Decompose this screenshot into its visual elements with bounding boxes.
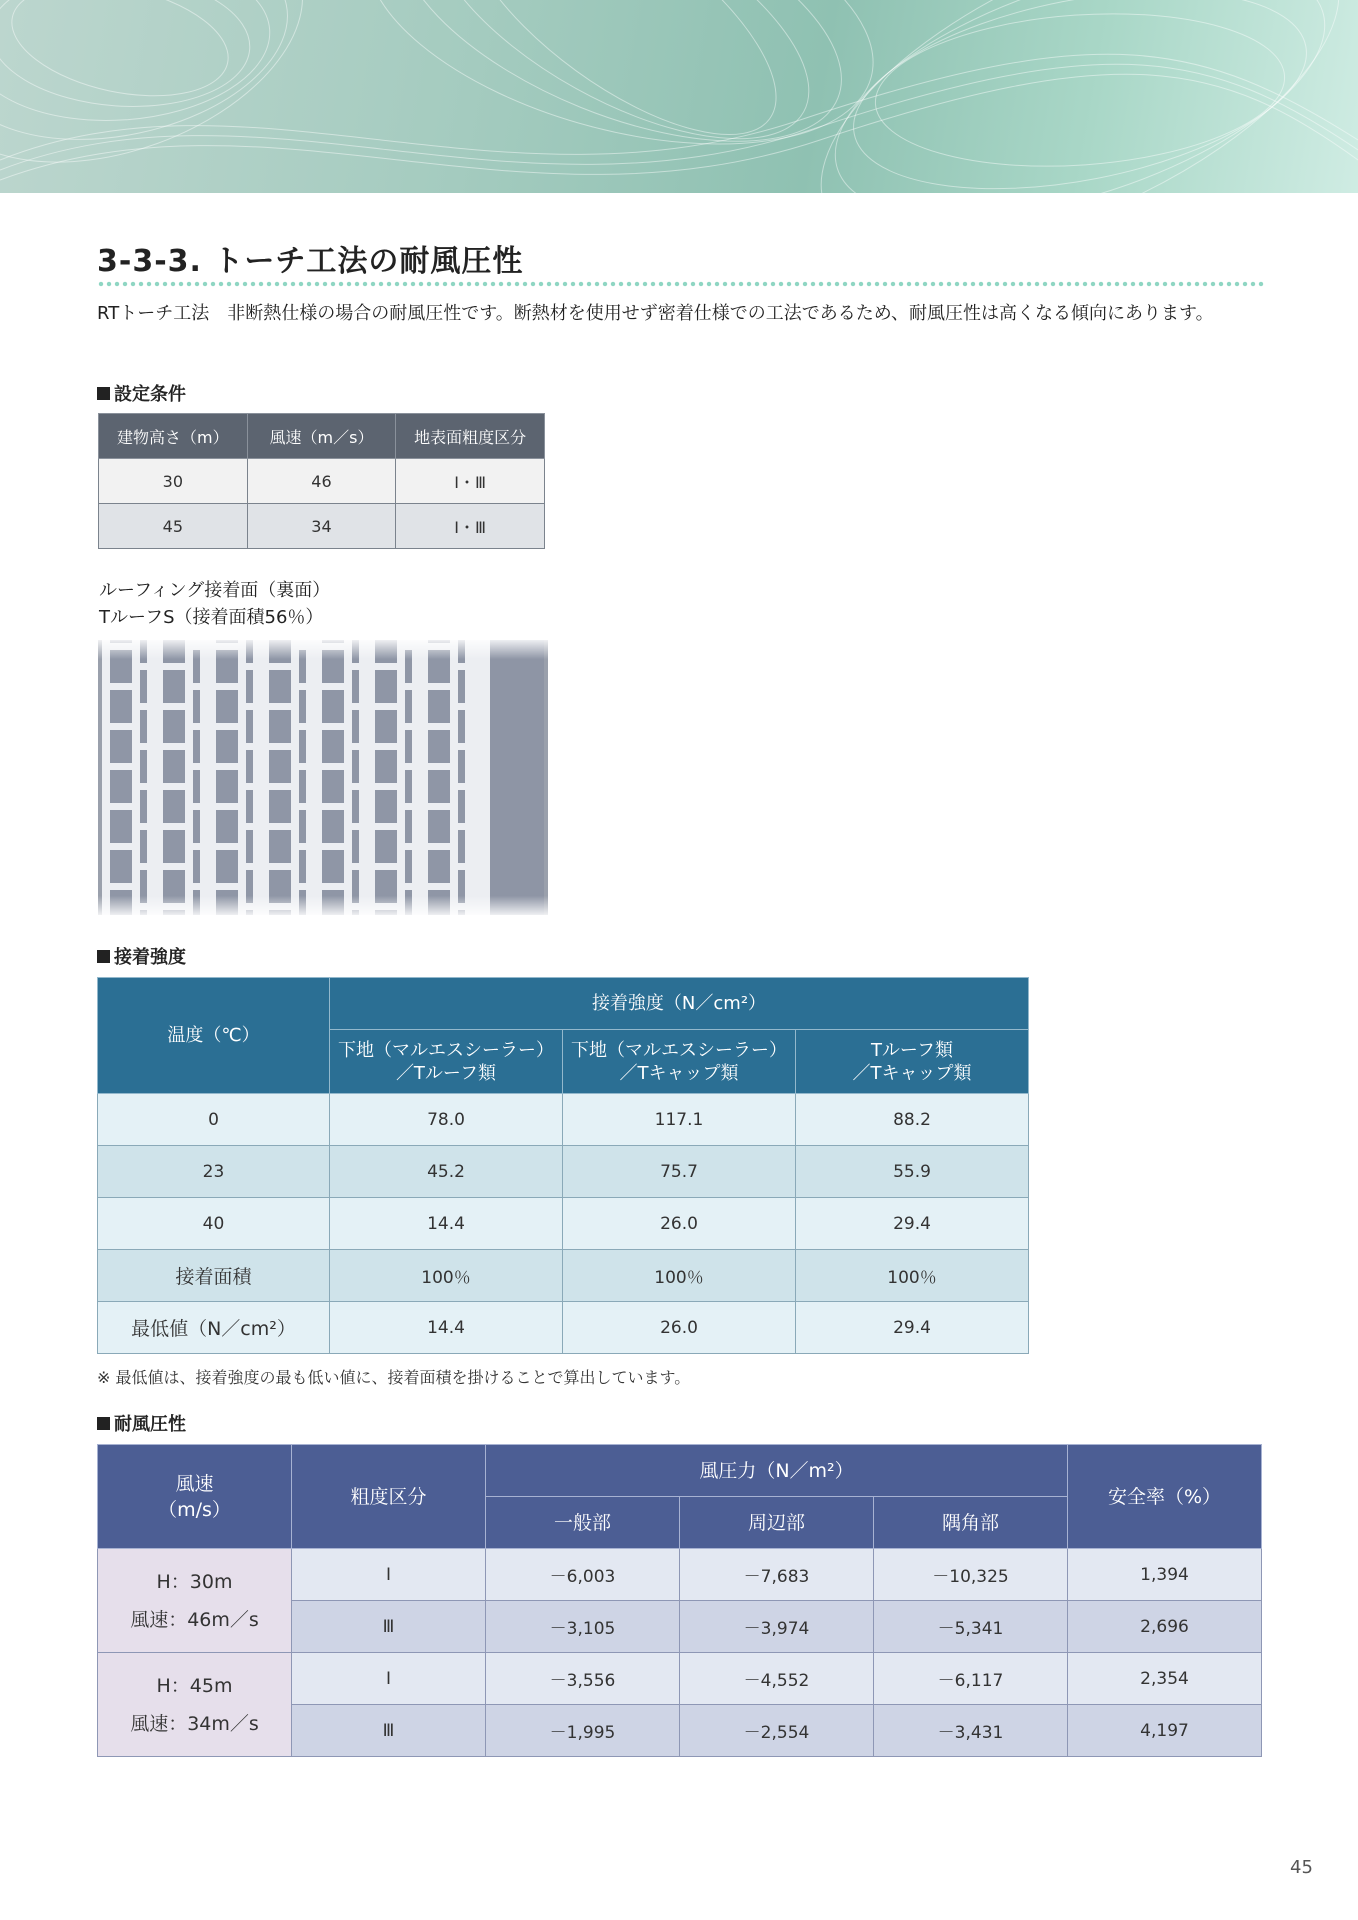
table-cell: 29.4 — [796, 1302, 1029, 1354]
pattern-caption — [99, 577, 330, 631]
header-line: 風速 — [175, 1472, 214, 1495]
table-cell: －7,683 — [680, 1549, 874, 1601]
table-cell: －2,554 — [680, 1705, 874, 1757]
table-row — [98, 1250, 1029, 1302]
header-banner — [0, 0, 1358, 193]
table-cell: 75.7 — [563, 1146, 796, 1198]
table-cell: 78.0 — [330, 1094, 563, 1146]
table-cell: 100％ — [796, 1250, 1029, 1302]
wind-group-label — [98, 1549, 292, 1653]
wind-heading-text: 耐風圧性 — [114, 1414, 186, 1435]
table-cell: 100％ — [563, 1250, 796, 1302]
page-number: 45 — [1290, 1857, 1313, 1878]
table-cell: 2,354 — [1068, 1653, 1262, 1705]
table-cell: 30 — [99, 459, 248, 504]
pattern-caption-line1: ルーフィング接着面（裏面） — [99, 580, 331, 601]
table-row — [98, 1653, 1262, 1705]
header-line: Tルーフ類 — [870, 1039, 954, 1061]
pattern-caption-line2: TルーフS（接着面積56％） — [99, 607, 324, 628]
group-line: 風速：46m／s — [130, 1608, 259, 1631]
table-cell: 117.1 — [563, 1094, 796, 1146]
table-cell: 0 — [98, 1094, 330, 1146]
table-cell: 29.4 — [796, 1198, 1029, 1250]
adhesion-heading — [97, 943, 186, 969]
adhesion-pattern-image — [98, 640, 548, 915]
wave-pattern-decoration — [0, 0, 1358, 193]
table-row — [99, 504, 545, 549]
table-row — [98, 1549, 1262, 1601]
conditions-header-roughness: 地表面粗度区分 — [396, 414, 545, 459]
table-cell: Ⅰ・Ⅲ — [396, 459, 545, 504]
table-row — [98, 1146, 1029, 1198]
header-line: ／Tキャップ類 — [619, 1062, 739, 1084]
table-cell: －1,995 — [486, 1705, 680, 1757]
table-cell: 40 — [98, 1198, 330, 1250]
group-line: 風速：34m／s — [130, 1712, 259, 1735]
table-cell: 2,696 — [1068, 1601, 1262, 1653]
wind-heading — [97, 1410, 186, 1436]
wind-header-perimeter: 周辺部 — [680, 1497, 874, 1549]
table-cell: 100％ — [330, 1250, 563, 1302]
conditions-heading-text: 設定条件 — [114, 384, 186, 405]
wind-header-speed — [98, 1445, 292, 1549]
adhesion-header-temp: 温度（℃） — [98, 978, 330, 1094]
group-line: H：30m — [156, 1570, 233, 1593]
wind-header-general: 一般部 — [486, 1497, 680, 1549]
conditions-header-speed: 風速（m／s） — [247, 414, 396, 459]
wind-resistance-table — [97, 1444, 1262, 1757]
table-cell: Ⅲ — [292, 1705, 486, 1757]
header-line: 下地（マルエスシーラー） — [338, 1039, 554, 1061]
square-bullet-icon — [97, 950, 110, 963]
table-cell: Ⅲ — [292, 1601, 486, 1653]
table-cell: 45 — [99, 504, 248, 549]
table-cell: 45.2 — [330, 1146, 563, 1198]
table-cell: 14.4 — [330, 1302, 563, 1354]
table-cell: 34 — [247, 504, 396, 549]
table-cell: 26.0 — [563, 1198, 796, 1250]
dotted-divider — [97, 281, 1265, 287]
header-line: ／Tキャップ類 — [852, 1062, 972, 1084]
table-cell: 最低値（N／cm²） — [98, 1302, 330, 1354]
square-bullet-icon — [97, 1417, 110, 1430]
adhesion-note: ※ 最低値は、接着強度の最も低い値に、接着面積を掛けることで算出しています。 — [97, 1368, 691, 1387]
wind-header-roughness: 粗度区分 — [292, 1445, 486, 1549]
adhesion-heading-text: 接着強度 — [114, 947, 186, 968]
table-cell: 接着面積 — [98, 1250, 330, 1302]
table-cell: －5,341 — [874, 1601, 1068, 1653]
table-cell: 4,197 — [1068, 1705, 1262, 1757]
table-cell: －10,325 — [874, 1549, 1068, 1601]
table-cell: 26.0 — [563, 1302, 796, 1354]
intro-text: RTトーチ工法 非断熱仕様の場合の耐風圧性です。断熱材を使用せず密着仕様での工法であるため、耐風圧性は高くなる傾向にあります。 — [97, 303, 1214, 324]
wind-header-corner: 隅角部 — [874, 1497, 1068, 1549]
wind-header-pressure: 風圧力（N／m²） — [486, 1445, 1068, 1497]
table-cell: －3,974 — [680, 1601, 874, 1653]
wind-group-label — [98, 1653, 292, 1757]
table-row — [98, 1094, 1029, 1146]
group-line: H：45m — [156, 1674, 233, 1697]
adhesion-header-col3 — [796, 1030, 1029, 1094]
conditions-header-height: 建物高さ（m） — [99, 414, 248, 459]
table-row — [99, 459, 545, 504]
table-cell: －3,556 — [486, 1653, 680, 1705]
header-line: 下地（マルエスシーラー） — [571, 1039, 787, 1061]
header-line: ／Tルーフ類 — [395, 1062, 497, 1084]
table-cell: 23 — [98, 1146, 330, 1198]
conditions-heading — [97, 380, 186, 406]
table-cell: Ⅰ・Ⅲ — [396, 504, 545, 549]
table-cell: －6,117 — [874, 1653, 1068, 1705]
adhesion-header-col1 — [330, 1030, 563, 1094]
table-cell: 46 — [247, 459, 396, 504]
table-cell: 14.4 — [330, 1198, 563, 1250]
table-cell: Ⅰ — [292, 1549, 486, 1601]
adhesion-table — [97, 977, 1029, 1354]
table-cell: －3,431 — [874, 1705, 1068, 1757]
square-bullet-icon — [97, 387, 110, 400]
section-title: 3-3-3. トーチ工法の耐風圧性 — [97, 244, 524, 279]
table-cell: 88.2 — [796, 1094, 1029, 1146]
table-row — [98, 1302, 1029, 1354]
table-cell: 1,394 — [1068, 1549, 1262, 1601]
table-cell: Ⅰ — [292, 1653, 486, 1705]
header-line: （m/s） — [158, 1498, 231, 1521]
table-cell: －4,552 — [680, 1653, 874, 1705]
adhesion-header-col2 — [563, 1030, 796, 1094]
table-cell: －6,003 — [486, 1549, 680, 1601]
wind-header-safety: 安全率（%） — [1068, 1445, 1262, 1549]
conditions-table — [98, 413, 545, 549]
adhesion-header-group: 接着強度（N／cm²） — [330, 978, 1029, 1030]
table-cell: 55.9 — [796, 1146, 1029, 1198]
table-cell: －3,105 — [486, 1601, 680, 1653]
table-row — [98, 1198, 1029, 1250]
